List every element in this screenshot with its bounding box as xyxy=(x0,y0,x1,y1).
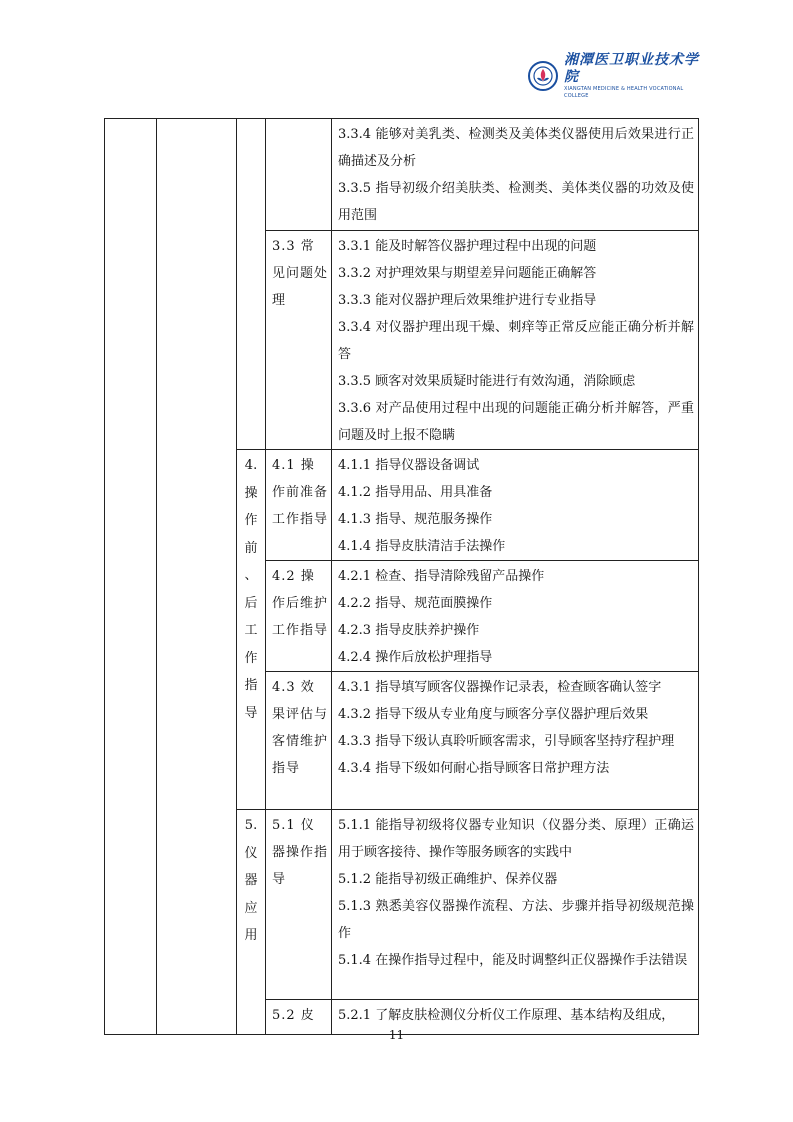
item-text: 5.1.4 在操作指导过程中，能及时调整纠正仪器操作手法错误 xyxy=(338,953,688,968)
group-cell xyxy=(237,810,266,1035)
sub-title: 4.2 操作后维护工作指导 xyxy=(272,569,329,638)
items-cell xyxy=(332,450,699,561)
items-cell xyxy=(332,810,699,1000)
group-title: 5. 仪 器 应 用 xyxy=(244,818,258,943)
item-text: 4.3.1 指导填写顾客仪器操作记录表，检查顾客确认签字 xyxy=(338,680,662,695)
item-text: 3.3.6 对产品使用过程中出现的问题能正确分析并解答，严重问题及时上报不隐瞒 xyxy=(338,401,694,443)
item-text: 4.1.1 指导仪器设备调试 xyxy=(338,458,480,473)
school-name-en: XIANGTAN MEDICINE & HEALTH VOCATIONAL COLLEGE xyxy=(564,86,684,99)
sub-cell xyxy=(266,672,332,810)
sub-title: 5.1 仪器操作指导 xyxy=(272,818,329,887)
item-text: 3.3.5 指导初级介绍美肤类、检测类、美体类仪器的功效及使用范围 xyxy=(338,181,694,223)
item-text: 4.1.2 指导用品、用具准备 xyxy=(338,485,493,500)
sub-cell xyxy=(266,231,332,450)
sub-title: 4.1 操作前准备工作指导 xyxy=(272,458,329,527)
item-text: 4.1.4 指导皮肤清洁手法操作 xyxy=(338,539,506,554)
sub-title: 3.3 常见问题处理 xyxy=(272,239,329,308)
function-cell xyxy=(157,119,237,1035)
sub-title: 5.2 皮 xyxy=(272,1008,315,1023)
item-text: 4.2.2 指导、规范面膜操作 xyxy=(338,596,493,611)
school-logo xyxy=(528,52,708,99)
sub-cell xyxy=(266,810,332,1000)
group-cell xyxy=(237,450,266,810)
sub-cell xyxy=(266,450,332,561)
item-text: 4.2.4 操作后放松护理指导 xyxy=(338,650,493,665)
items-cell xyxy=(332,119,699,231)
item-text: 4.3.3 指导下级认真聆听顾客需求，引导顾客坚持疗程护理 xyxy=(338,734,675,749)
item-text: 4.3.2 指导下级从专业角度与顾客分享仪器护理后效果 xyxy=(338,707,649,722)
sub-cell xyxy=(266,119,332,231)
item-text: 5.1.1 能指导初级将仪器专业知识（仪器分类、原理）正确运用于顾客接待、操作等服务顾客的实践中 xyxy=(338,818,694,860)
skill-standard-table xyxy=(104,118,699,1035)
item-text: 3.3.5 顾客对效果质疑时能进行有效沟通，消除顾虑 xyxy=(338,374,636,389)
sub-cell xyxy=(266,561,332,672)
group-cell xyxy=(237,119,266,450)
item-text: 5.1.2 能指导初级正确维护、保养仪器 xyxy=(338,872,558,887)
item-text: 3.3.4 对仪器护理出现干燥、刺痒等正常反应能正确分析并解答 xyxy=(338,320,694,362)
item-text: 4.3.4 指导下级如何耐心指导顾客日常护理方法 xyxy=(338,761,610,776)
table-row xyxy=(105,119,699,231)
items-cell xyxy=(332,672,699,810)
level-cell xyxy=(105,119,157,1035)
group-title: 4. 操 作 前 、 后 工 作 指 导 xyxy=(244,458,258,721)
school-name-cn: 湘潭医卫职业技术学院 xyxy=(564,52,699,85)
item-text: 3.3.1 能及时解答仪器护理过程中出现的问题 xyxy=(338,239,597,254)
items-cell xyxy=(332,561,699,672)
items-cell xyxy=(332,231,699,450)
school-emblem-icon xyxy=(528,61,558,91)
item-text: 5.2.1 了解皮肤检测仪分析仪工作原理、基本结构及组成， xyxy=(338,1008,675,1023)
item-text: 5.1.3 熟悉美容仪器操作流程、方法、步骤并指导初级规范操作 xyxy=(338,899,694,941)
item-text: 3.3.4 能够对美乳类、检测类及美体类仪器使用后效果进行正确描述及分析 xyxy=(338,127,694,169)
item-text: 3.3.2 对护理效果与期望差异问题能正确解答 xyxy=(338,266,597,281)
item-text: 4.2.3 指导皮肤养护操作 xyxy=(338,623,480,638)
sub-title: 4.3 效果评估与客情维护指导 xyxy=(272,680,329,776)
page-number: 11 xyxy=(388,1028,405,1042)
item-text: 4.2.1 检查、指导清除残留产品操作 xyxy=(338,569,545,584)
item-text: 3.3.3 能对仪器护理后效果维护进行专业指导 xyxy=(338,293,597,308)
item-text: 4.1.3 指导、规范服务操作 xyxy=(338,512,493,527)
